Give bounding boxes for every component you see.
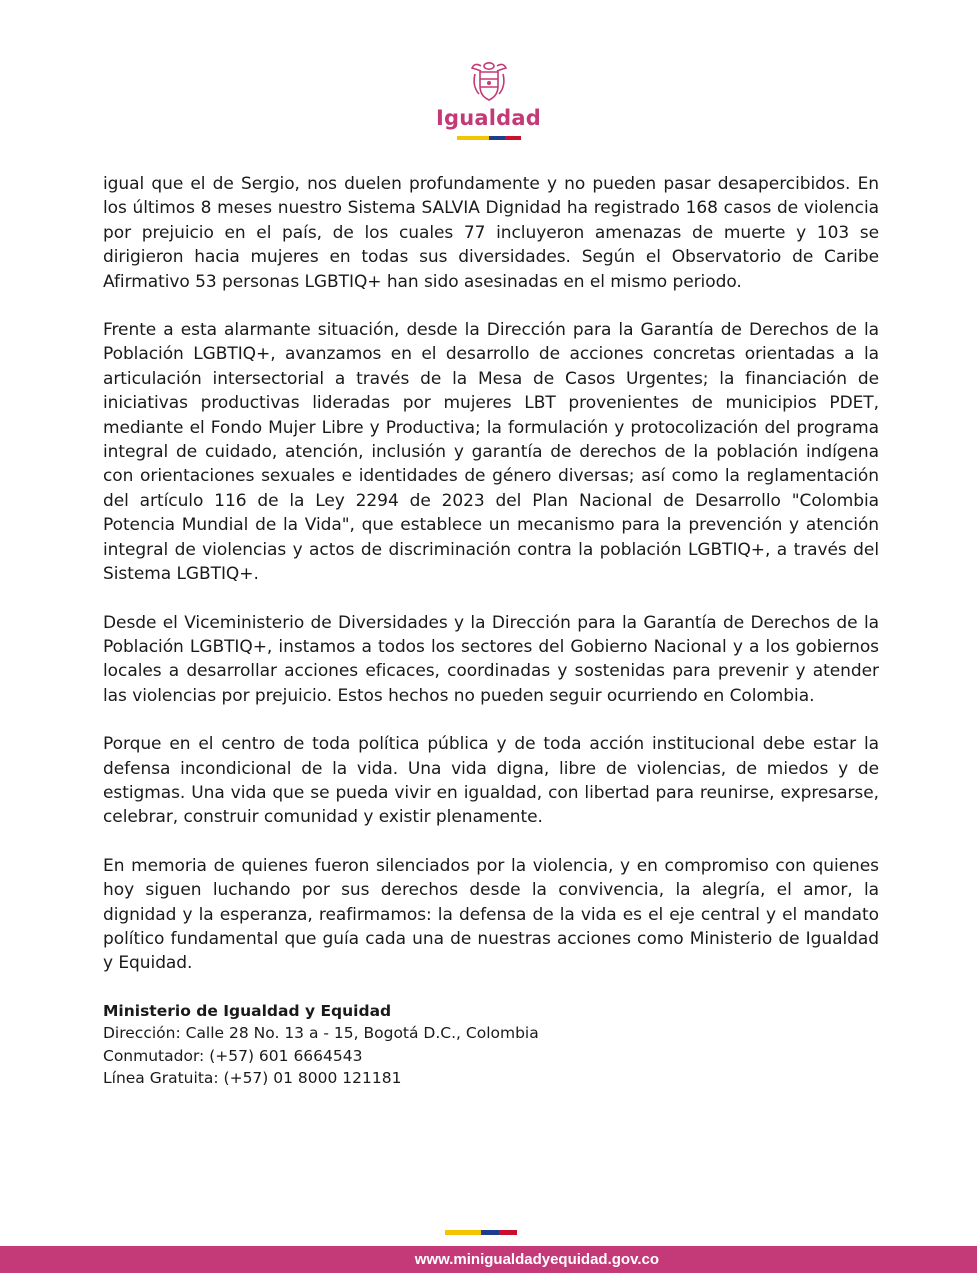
website-link[interactable]: www.minigualdadyequidad.gov.co — [414, 1251, 659, 1268]
paragraph: igual que el de Sergio, nos duelen profundamente y no pueden pasar desapercibidos. En los últimos 8 meses nuestro Sistema SALVIA Dignidad ha registrado 168 casos de violencia por prejuicio en el país, de los cuales 77 incluyeron amenazas de muerte y 103 se dirigieron hacia mujeres en todas sus diversidades. Según el Observatorio de Caribe Afirmativo 53 personas LGBTIQ+ han sido asesinadas en el mismo periodo. — [103, 174, 879, 292]
flag-stripe — [457, 136, 521, 140]
paragraph: Desde el Viceministerio de Diversidades y la Dirección para la Garantía de Derechos de la Población LGBTIQ+, instamos a todos los sectores del Gobierno Nacional y a los gobiernos locales a desarrollar acciones eficaces, coordinadas y sostenidas para prevenir y atender las violencias por prejuicio. Estos hechos no pueden seguir ocurriendo en Colombia. — [103, 612, 879, 706]
address-line: Dirección: Calle 28 No. 13 a - 15, Bogotá D.C., Colombia — [103, 1024, 539, 1043]
coat-of-arms-icon — [469, 60, 509, 104]
letterhead — [0, 60, 977, 140]
document-body — [103, 172, 879, 1090]
footer-flag-stripe — [445, 1230, 517, 1235]
ministry-name: Ministerio de Igualdad y Equidad — [103, 1001, 392, 1020]
toll-free-line: Línea Gratuita: (+57) 01 8000 121181 — [103, 1069, 402, 1088]
footer-url-band — [0, 1246, 977, 1273]
brand-name: Igualdad — [435, 106, 541, 130]
paragraph: En memoria de quienes fueron silenciados por la violencia, y en compromiso con quienes hoy siguen luchando por sus derechos desde la convivencia, la alegría, el amor, la dignidad y la esperanza, reafirmamos: la defensa de la vida es el eje central y el mandato político fundamental que guía cada una de nuestras acciones como Ministerio de Igualdad y Equidad. — [103, 855, 879, 974]
paragraph: Porque en el centro de toda política pública y de toda acción institucional debe estar la defensa incondicional de la vida. Una vida digna, libre de violencias, de miedos y de estigmas. Una vida que se pueda vivir en igualdad, con libertad para reunirse, expresarse, celebrar, construir comunidad y existir plenamente. — [103, 734, 879, 828]
signature-block — [103, 1000, 879, 1090]
phone-line: Conmutador: (+57) 601 6664543 — [103, 1046, 363, 1065]
paragraph: Frente a esta alarmante situación, desde la Dirección para la Garantía de Derechos de la Población LGBTIQ+, avanzamos en el desarrollo de acciones concretas orientadas a la articulación intersectorial a través de la Mesa de Casos Urgentes; la financiación de iniciativas productivas lideradas por mujeres LBT provenientes de municipios PDET, mediante el Fondo Mujer Libre y Productiva; la formulación y protocolización del programa integral de cuidado, atención, inclusión y garantía de derechos de la población indígena con orientaciones sexuales e identidades de género diversas; así como la reglamentación del artículo 116 de la Ley 2294 de 2023 del Plan Nacional de Desarrollo "Colombia Potencia Mundial de la Vida", que establece un mecanismo para la prevención y atención integral de violencias y actos de discriminación contra la población LGBTIQ+, a través del Sistema LGBTIQ+. — [103, 320, 879, 585]
